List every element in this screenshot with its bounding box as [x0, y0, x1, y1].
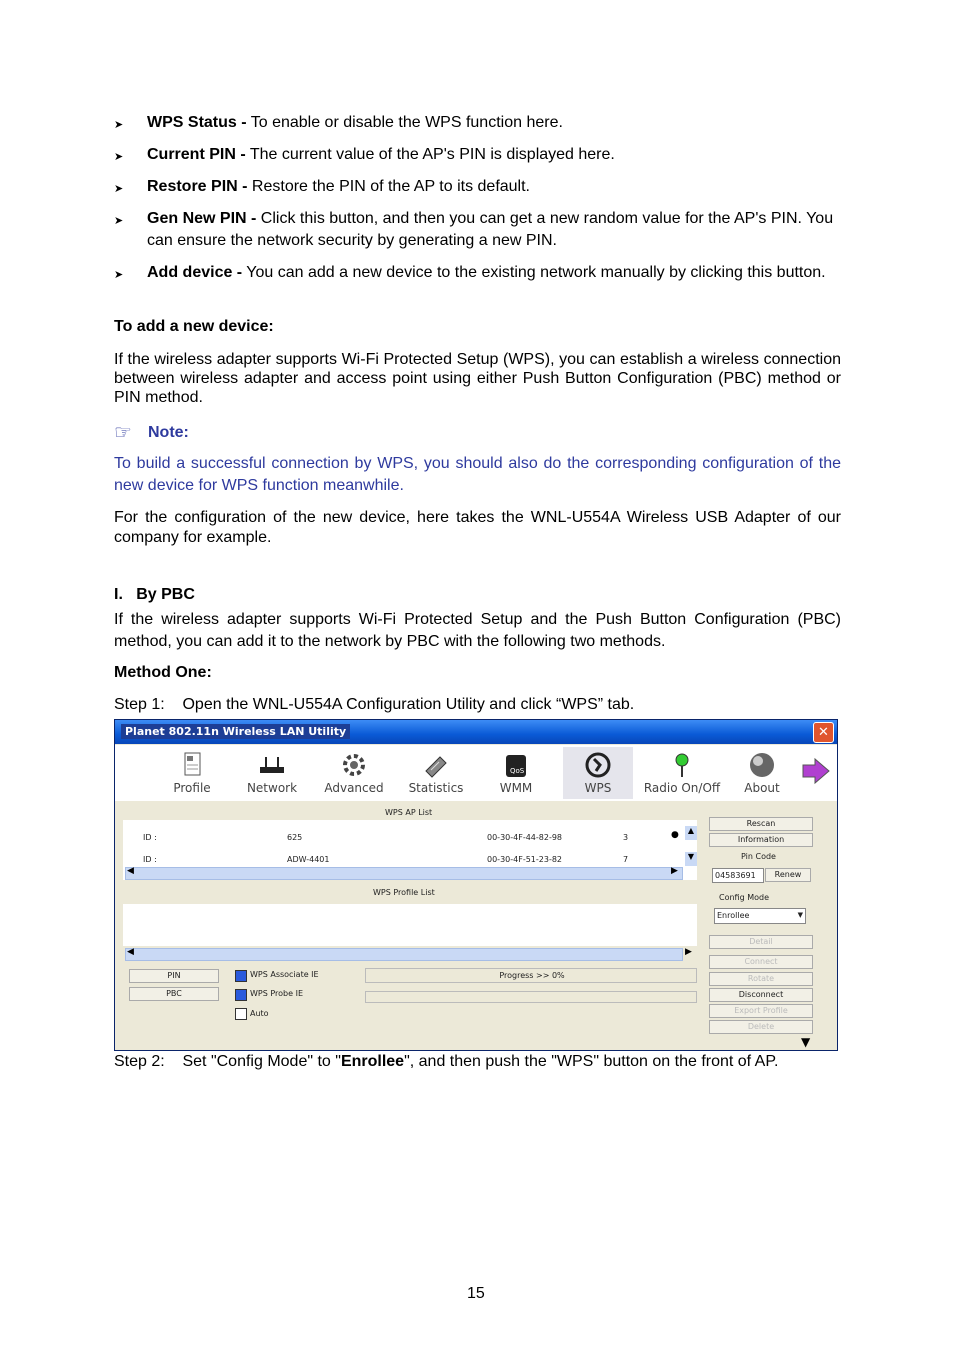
bullet-gen-new-pin: Gen New PIN - Click this button, and then you can get a new random value for the AP's PIN. You can ensure the network security by generating a new PIN. — [147, 210, 834, 249]
scroll-left-icon[interactable]: ◀ — [127, 947, 134, 957]
bullet-arrow: ➤ — [114, 215, 124, 227]
auto-label: Auto — [250, 1009, 269, 1018]
config-mode-select[interactable]: Enrollee ▼ — [714, 908, 806, 924]
auto-checkbox[interactable] — [235, 1008, 247, 1020]
config-paragraph: For the configuration of the new device, here takes the WNL-U554A Wireless USB Adapter of our company for example. — [114, 509, 841, 546]
step2-text: Step 2: Set "Config Mode" to "Enrollee", and then push the "WPS" button on the front of AP. — [114, 1053, 779, 1070]
bullet-add-device: Add device - You can add a new device to the existing network manually by clicking this button. — [147, 264, 826, 281]
tab-wps[interactable]: WPS — [563, 747, 633, 799]
ap-row-ssid[interactable]: 625 — [287, 833, 303, 842]
ap-row-mac: 00-30-4F-44-82-98 — [487, 833, 563, 842]
detail-button[interactable]: Detail — [709, 935, 813, 949]
bullet-arrow: ➤ — [114, 183, 124, 195]
config-mode-label: Config Mode — [719, 893, 770, 902]
progress-bar: Progress >> 0% — [365, 968, 697, 983]
pbc-button[interactable]: PBC — [129, 987, 219, 1001]
wps-probe-label: WPS Probe IE — [250, 989, 304, 998]
bullet-arrow: ➤ — [114, 269, 124, 281]
add-device-heading: To add a new device: — [114, 318, 274, 335]
status-bar — [365, 991, 697, 1003]
note-label: Note: — [148, 424, 189, 441]
renew-button[interactable]: Renew — [765, 868, 811, 882]
toolbar — [115, 745, 837, 801]
tab-network[interactable]: Network — [237, 747, 307, 799]
pin-button[interactable]: PIN — [129, 969, 219, 983]
scroll-up-icon[interactable]: ▲ — [685, 826, 697, 840]
gear-icon — [340, 751, 368, 779]
pin-code-field[interactable]: 04583691 — [712, 868, 764, 883]
delete-button[interactable]: Delete — [709, 1020, 813, 1034]
wps-probe-checkbox[interactable] — [235, 989, 247, 1001]
tab-radio-onoff[interactable]: Radio On/Off — [637, 747, 727, 799]
tab-wmm[interactable]: QoS WMM — [481, 747, 551, 799]
tab-statistics[interactable]: Statistics — [401, 747, 471, 799]
wps-profile-list-label: WPS Profile List — [373, 888, 435, 897]
ap-row-ssid[interactable]: ADW-4401 — [287, 855, 330, 864]
ap-row-channel: 7 — [623, 855, 629, 864]
bullet-arrow: ➤ — [114, 151, 124, 163]
tab-profile[interactable]: Profile — [157, 747, 227, 799]
scroll-left-icon[interactable]: ◀ — [127, 866, 134, 876]
add-device-paragraph: If the wireless adapter supports Wi-Fi Protected Setup (WPS), you can establish a wireless connection between wireless adapter and access point using either Push Button Configuration (PBC) method or PIN method. — [114, 351, 841, 406]
connect-button[interactable]: Connect — [709, 955, 813, 969]
lock-icon: ● — [671, 830, 679, 840]
scroll-right-icon[interactable]: ▶ — [685, 947, 692, 957]
statistics-icon — [422, 751, 450, 779]
scroll-right-icon[interactable]: ▶ — [671, 866, 678, 876]
profile-icon — [178, 751, 206, 779]
about-icon — [748, 751, 776, 779]
step1-text: Step 1: Open the WNL-U554A Configuration Utility and click “WPS” tab. — [114, 696, 635, 713]
title-bar — [115, 720, 837, 744]
bullet-arrow: ➤ — [114, 119, 124, 131]
wps-associate-checkbox[interactable] — [235, 970, 247, 982]
wps-associate-label: WPS Associate IE — [250, 970, 319, 979]
wps-ap-list-label: WPS AP List — [385, 808, 433, 817]
note-hand-icon: ☞ — [114, 422, 132, 444]
bullet-current-pin: Current PIN - The current value of the AP's PIN is displayed here. — [147, 146, 615, 163]
collapse-arrow-icon[interactable]: ▼ — [801, 1035, 811, 1049]
next-arrow-icon[interactable] — [801, 757, 831, 789]
scroll-down-icon[interactable]: ▼ — [685, 852, 697, 866]
pbc-paragraph: If the wireless adapter supports Wi-Fi Protected Setup and the Push Button Configuration (PBC) method, you can add it to the network by PBC with the following two methods. — [114, 611, 841, 650]
radio-icon — [668, 751, 696, 779]
export-profile-button[interactable]: Export Profile — [709, 1004, 813, 1018]
profile-list-hscroll[interactable] — [125, 948, 683, 961]
ap-row-id-label: ID : — [143, 833, 157, 842]
utility-window-screenshot — [114, 719, 838, 1051]
bullet-wps-status: WPS Status - To enable or disable the WPS function here. — [147, 114, 563, 131]
chevron-down-icon: ▼ — [797, 911, 803, 919]
wps-icon — [584, 751, 612, 779]
information-button[interactable]: Information — [709, 833, 813, 847]
bullet-restore-pin: Restore PIN - Restore the PIN of the AP to its default. — [147, 178, 530, 195]
method-heading: Method One: — [114, 664, 212, 681]
tab-advanced[interactable]: Advanced — [319, 747, 389, 799]
tab-about[interactable]: About — [727, 747, 797, 799]
ap-list-hscroll[interactable] — [125, 867, 683, 880]
wmm-icon — [502, 751, 530, 779]
window-title: Planet 802.11n Wireless LAN Utility — [121, 724, 350, 739]
disconnect-button[interactable]: Disconnect — [709, 988, 813, 1002]
profile-list-area — [123, 904, 697, 946]
svg-text:QoS: QoS — [510, 767, 525, 775]
network-icon — [258, 751, 286, 779]
ap-row-channel: 3 — [623, 833, 629, 842]
pin-code-label: Pin Code — [741, 852, 776, 861]
note-text: To build a successful connection by WPS, you should also do the corresponding configuration of the new device for WPS function meanwhile. — [114, 455, 841, 494]
section-heading: I. By PBC — [114, 586, 195, 603]
rotate-button[interactable]: Rotate — [709, 972, 813, 986]
ap-row-mac: 00-30-4F-51-23-82 — [487, 855, 563, 864]
ap-row-id-label: ID : — [143, 855, 157, 864]
rescan-button[interactable]: Rescan — [709, 817, 813, 831]
page-number: 15 — [467, 1285, 485, 1302]
close-icon[interactable]: ✕ — [813, 722, 834, 743]
